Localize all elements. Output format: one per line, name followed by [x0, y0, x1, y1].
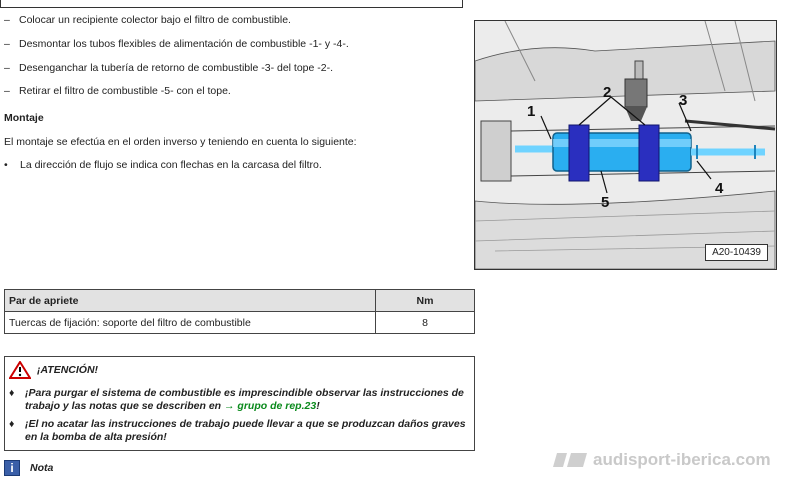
table-header-row	[5, 290, 475, 312]
step-item	[4, 62, 464, 86]
bullet-dot: •	[4, 159, 8, 171]
steps-list	[4, 14, 464, 109]
montaje-bullet-text: La dirección de flujo se indica con flechas en la carcasa del filtro.	[20, 159, 322, 171]
callout-1: 1	[527, 103, 536, 120]
step-text: Desenganchar la tubería de retorno de combustible -3- del tope -2-.	[19, 61, 334, 74]
step-item	[4, 14, 464, 38]
callout-2: 2	[603, 84, 612, 101]
montaje-heading: Montaje	[4, 112, 44, 124]
warning-item	[9, 387, 469, 413]
note-label: Nota	[30, 462, 54, 474]
watermark-text: audisport-iberica.com	[593, 450, 771, 469]
step-text: Desmontar los tubos flexibles de alimentación de combustible -1- y -4-.	[19, 37, 349, 50]
step-item	[4, 38, 464, 62]
info-icon: i	[4, 460, 20, 476]
watermark-logo-icon	[553, 453, 587, 467]
warning-header	[9, 361, 98, 379]
torque-value: 8	[376, 312, 475, 334]
figure-label: A20-10439	[705, 244, 768, 261]
diamond-bullet: ♦	[9, 387, 15, 399]
header-nm: Nm	[376, 290, 475, 312]
callout-3: 3	[679, 92, 688, 109]
warning-title: ¡ATENCIÓN!	[37, 364, 99, 376]
torque-description: Tuercas de fijación: soporte del filtro de combustible	[5, 312, 376, 334]
filter-clamp	[639, 125, 659, 181]
step-item	[4, 85, 464, 109]
table-row	[5, 312, 475, 334]
warning-item	[9, 418, 469, 444]
fuel-filter-illustration	[475, 21, 776, 269]
note-heading	[4, 460, 53, 476]
step-dash: –	[4, 61, 10, 74]
step-dash: –	[4, 14, 10, 26]
diamond-bullet: ♦	[9, 418, 15, 430]
montaje-bullet-item	[4, 159, 322, 171]
fuel-filter-figure	[474, 20, 777, 270]
step-text: Retirar el filtro de combustible -5- con el tope.	[19, 85, 231, 98]
torque-table	[4, 289, 475, 334]
callout-5: 5	[601, 194, 610, 211]
warning-box	[4, 356, 475, 451]
step-dash: –	[4, 85, 10, 98]
previous-section-box	[0, 0, 463, 8]
warning-triangle-icon	[9, 361, 31, 379]
filter-clamp	[569, 125, 589, 181]
callout-4: 4	[715, 180, 724, 197]
watermark	[553, 450, 771, 470]
rep-group-link[interactable]: → grupo de rep.23	[224, 400, 317, 412]
warning-item-text: ¡El no acatar las instrucciones de trabajo puede llevar a que se produzcan daños graves en la bomba de alta presión!	[25, 418, 466, 443]
step-text: Colocar un recipiente colector bajo el filtro de combustible.	[19, 14, 291, 26]
warning-item-text: ¡Para purgar el sistema de combustible es imprescindible observar las instrucciones de trabajo y las notas que se describen en → grupo de rep.23!	[25, 387, 464, 412]
step-dash: –	[4, 37, 10, 50]
montaje-intro: El montaje se efectúa en el orden inverso y teniendo en cuenta lo siguiente:	[4, 136, 357, 148]
header-par-de-apriete: Par de apriete	[5, 290, 376, 312]
